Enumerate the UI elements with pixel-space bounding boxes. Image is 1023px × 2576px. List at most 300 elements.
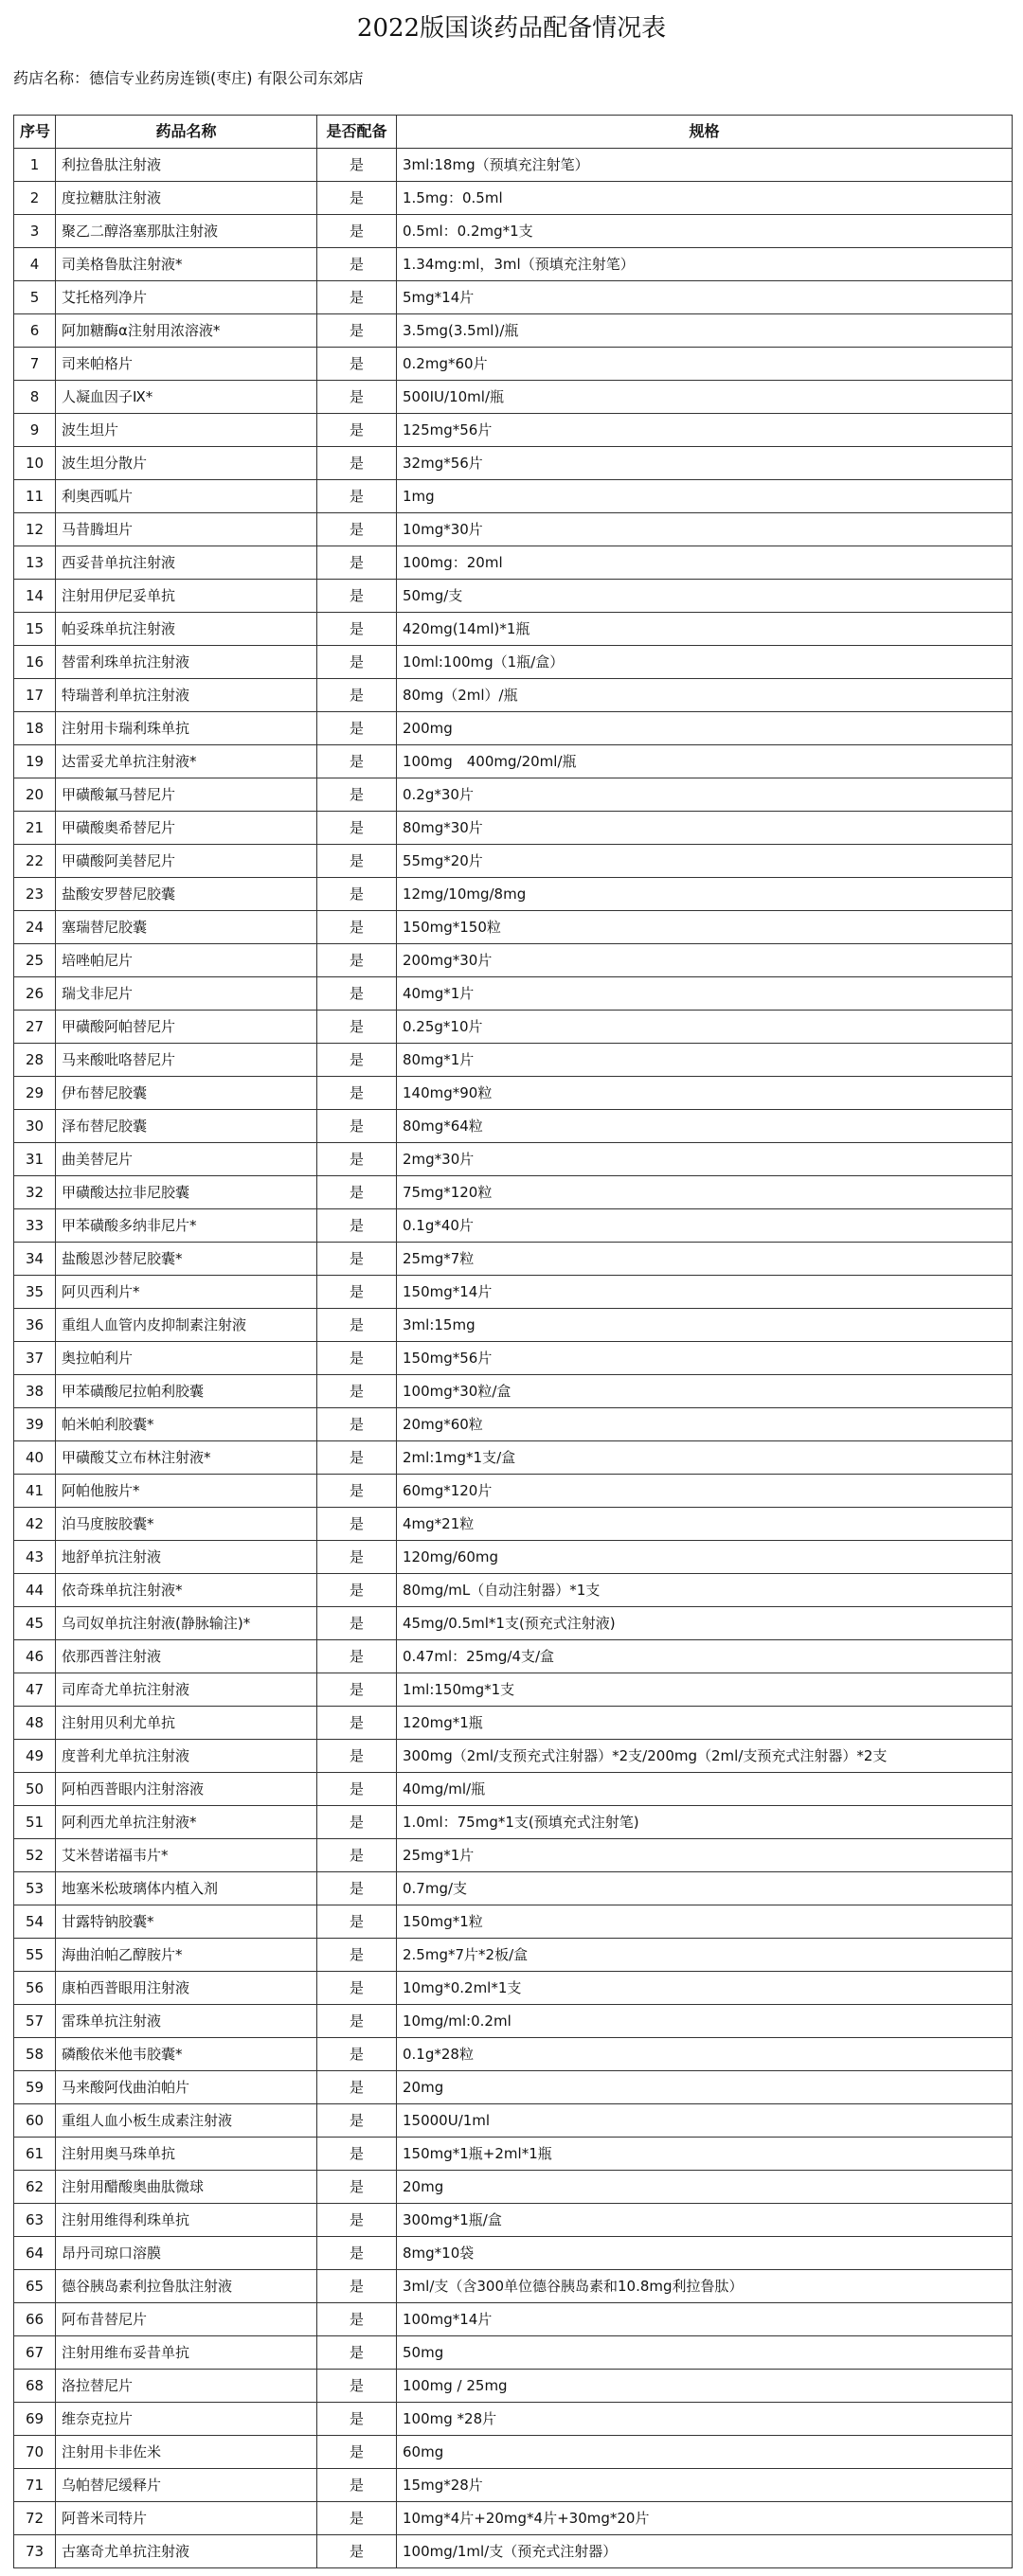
table-row (14, 2171, 1013, 2204)
drug-name: 海曲泊帕乙醇胺片* (56, 1939, 317, 1972)
equipped-flag: 是 (317, 2502, 397, 2535)
drug-name: 聚乙二醇洛塞那肽注射液 (56, 215, 317, 248)
drug-spec: 150mg*56片 (397, 1342, 1013, 1375)
equipped-flag: 是 (317, 281, 397, 314)
equipped-flag: 是 (317, 1773, 397, 1806)
drug-name: 洛拉替尼片 (56, 2370, 317, 2403)
equipped-flag: 是 (317, 1209, 397, 1243)
drug-spec: 80mg*1片 (397, 1044, 1013, 1077)
drug-name: 甲苯磺酸多纳非尼片* (56, 1209, 317, 1243)
drug-spec: 80mg*30片 (397, 812, 1013, 845)
row-number: 38 (14, 1375, 56, 1408)
table-row (14, 1972, 1013, 2005)
row-number: 31 (14, 1143, 56, 1176)
drug-spec: 15mg*28片 (397, 2469, 1013, 2502)
row-number: 17 (14, 679, 56, 712)
drug-spec: 80mg/mL（自动注射器）*1支 (397, 1574, 1013, 1607)
equipped-flag: 是 (317, 2403, 397, 2436)
table-row (14, 2270, 1013, 2303)
row-number: 72 (14, 2502, 56, 2535)
table-row (14, 646, 1013, 679)
equipped-flag: 是 (317, 513, 397, 546)
drug-name: 雷珠单抗注射液 (56, 2005, 317, 2038)
drug-name: 甲磺酸达拉非尼胶囊 (56, 1176, 317, 1209)
header-equipped: 是否配备 (317, 116, 397, 149)
drug-spec: 420mg(14ml)*1瓶 (397, 613, 1013, 646)
table-row (14, 1607, 1013, 1640)
table-row (14, 2336, 1013, 2370)
drug-name: 马来酸吡咯替尼片 (56, 1044, 317, 1077)
row-number: 44 (14, 1574, 56, 1607)
drug-name: 依奇珠单抗注射液* (56, 1574, 317, 1607)
table-row (14, 2370, 1013, 2403)
drug-name: 维奈克拉片 (56, 2403, 317, 2436)
drug-name: 甲磺酸阿美替尼片 (56, 845, 317, 878)
drug-name: 马来酸阿伐曲泊帕片 (56, 2071, 317, 2104)
drug-spec: 10mg*4片+20mg*4片+30mg*20片 (397, 2502, 1013, 2535)
drug-name: 度拉糖肽注射液 (56, 182, 317, 215)
equipped-flag: 是 (317, 1872, 397, 1905)
table-row (14, 1773, 1013, 1806)
row-number: 7 (14, 348, 56, 381)
drug-spec: 100mg：20ml (397, 546, 1013, 580)
table-row (14, 281, 1013, 314)
drug-spec: 150mg*1瓶+2ml*1瓶 (397, 2138, 1013, 2171)
store-label: 药店名称： (13, 69, 90, 87)
equipped-flag: 是 (317, 1740, 397, 1773)
row-number: 73 (14, 2535, 56, 2568)
drug-spec: 20mg*60粒 (397, 1408, 1013, 1441)
drug-spec: 150mg*150粒 (397, 911, 1013, 944)
drug-name: 度普利尤单抗注射液 (56, 1740, 317, 1773)
drug-name: 特瑞普利单抗注射液 (56, 679, 317, 712)
row-number: 11 (14, 480, 56, 513)
row-number: 8 (14, 381, 56, 414)
drug-name: 西妥昔单抗注射液 (56, 546, 317, 580)
drug-spec: 20mg (397, 2071, 1013, 2104)
row-number: 5 (14, 281, 56, 314)
equipped-flag: 是 (317, 1673, 397, 1707)
table-row (14, 1475, 1013, 1508)
equipped-flag: 是 (317, 314, 397, 348)
drug-spec: 40mg/ml/瓶 (397, 1773, 1013, 1806)
row-number: 35 (14, 1276, 56, 1309)
drug-spec: 0.2g*30片 (397, 778, 1013, 812)
equipped-flag: 是 (317, 381, 397, 414)
equipped-flag: 是 (317, 1939, 397, 1972)
row-number: 14 (14, 580, 56, 613)
row-number: 69 (14, 2403, 56, 2436)
row-number: 18 (14, 712, 56, 745)
table-row (14, 1110, 1013, 1143)
store-info (13, 64, 1008, 93)
equipped-flag: 是 (317, 1806, 397, 1839)
drug-spec: 0.7mg/支 (397, 1872, 1013, 1905)
row-number: 55 (14, 1939, 56, 1972)
drug-name: 达雷妥尤单抗注射液* (56, 745, 317, 778)
table-row (14, 1541, 1013, 1574)
row-number: 57 (14, 2005, 56, 2038)
table-row (14, 2005, 1013, 2038)
drug-name: 盐酸安罗替尼胶囊 (56, 878, 317, 911)
row-number: 51 (14, 1806, 56, 1839)
drug-name: 培唑帕尼片 (56, 944, 317, 977)
table-row (14, 149, 1013, 182)
drug-name: 奥拉帕利片 (56, 1342, 317, 1375)
table-row (14, 2469, 1013, 2502)
table-row (14, 1077, 1013, 1110)
equipped-flag: 是 (317, 2370, 397, 2403)
equipped-flag: 是 (317, 1243, 397, 1276)
row-number: 21 (14, 812, 56, 845)
drug-name: 乌帕替尼缓释片 (56, 2469, 317, 2502)
drug-spec: 0.25g*10片 (397, 1011, 1013, 1044)
drug-spec: 5mg*14片 (397, 281, 1013, 314)
drug-name: 替雷利珠单抗注射液 (56, 646, 317, 679)
equipped-flag: 是 (317, 447, 397, 480)
table-row (14, 1872, 1013, 1905)
row-number: 50 (14, 1773, 56, 1806)
row-number: 9 (14, 414, 56, 447)
equipped-flag: 是 (317, 2237, 397, 2270)
drug-spec: 15000U/1ml (397, 2104, 1013, 2138)
drug-name: 塞瑞替尼胶囊 (56, 911, 317, 944)
equipped-flag: 是 (317, 2071, 397, 2104)
equipped-flag: 是 (317, 977, 397, 1011)
table-row (14, 878, 1013, 911)
drug-spec: 40mg*1片 (397, 977, 1013, 1011)
table-row (14, 1939, 1013, 1972)
drug-name: 司库奇尤单抗注射液 (56, 1673, 317, 1707)
drug-name: 注射用卡瑞利珠单抗 (56, 712, 317, 745)
equipped-flag: 是 (317, 149, 397, 182)
drug-name: 甲磺酸氟马替尼片 (56, 778, 317, 812)
table-row (14, 182, 1013, 215)
drug-name: 波生坦分散片 (56, 447, 317, 480)
drug-name: 甲磺酸奥希替尼片 (56, 812, 317, 845)
row-number: 67 (14, 2336, 56, 2370)
table-row (14, 348, 1013, 381)
row-number: 66 (14, 2303, 56, 2336)
row-number: 56 (14, 1972, 56, 2005)
row-number: 37 (14, 1342, 56, 1375)
row-number: 19 (14, 745, 56, 778)
row-number: 12 (14, 513, 56, 546)
drug-spec: 100mg*30粒/盒 (397, 1375, 1013, 1408)
drug-name: 艾米替诺福韦片* (56, 1839, 317, 1872)
drug-spec: 150mg*14片 (397, 1276, 1013, 1309)
table-row (14, 977, 1013, 1011)
equipped-flag: 是 (317, 1707, 397, 1740)
row-number: 4 (14, 248, 56, 281)
equipped-flag: 是 (317, 1607, 397, 1640)
table-row (14, 1176, 1013, 1209)
drug-name: 地塞米松玻璃体内植入剂 (56, 1872, 317, 1905)
drug-name: 阿帕他胺片* (56, 1475, 317, 1508)
row-number: 49 (14, 1740, 56, 1773)
drug-name: 甲磺酸艾立布林注射液* (56, 1441, 317, 1475)
table-row (14, 513, 1013, 546)
row-number: 13 (14, 546, 56, 580)
row-number: 32 (14, 1176, 56, 1209)
drug-name: 司美格鲁肽注射液* (56, 248, 317, 281)
table-row (14, 778, 1013, 812)
row-number: 47 (14, 1673, 56, 1707)
table-row (14, 2104, 1013, 2138)
drug-name: 注射用卡非佐米 (56, 2436, 317, 2469)
row-number: 71 (14, 2469, 56, 2502)
drug-spec: 1mg (397, 480, 1013, 513)
equipped-flag: 是 (317, 2138, 397, 2171)
equipped-flag: 是 (317, 480, 397, 513)
drug-name: 甲磺酸阿帕替尼片 (56, 1011, 317, 1044)
row-number: 70 (14, 2436, 56, 2469)
table-row (14, 480, 1013, 513)
drug-name: 帕米帕利胶囊* (56, 1408, 317, 1441)
table-row (14, 580, 1013, 613)
row-number: 41 (14, 1475, 56, 1508)
row-number: 42 (14, 1508, 56, 1541)
drug-name: 利奥西呱片 (56, 480, 317, 513)
drug-spec: 125mg*56片 (397, 414, 1013, 447)
drug-name: 重组人血管内皮抑制素注射液 (56, 1309, 317, 1342)
drug-name: 泊马度胺胶囊* (56, 1508, 317, 1541)
drug-spec: 80mg（2ml）/瓶 (397, 679, 1013, 712)
drug-name: 瑞戈非尼片 (56, 977, 317, 1011)
row-number: 2 (14, 182, 56, 215)
table-row (14, 546, 1013, 580)
drug-name: 注射用维布妥昔单抗 (56, 2336, 317, 2370)
drug-spec: 60mg (397, 2436, 1013, 2469)
row-number: 26 (14, 977, 56, 1011)
table-row (14, 2138, 1013, 2171)
row-number: 20 (14, 778, 56, 812)
table-row (14, 1408, 1013, 1441)
store-name: 德信专业药房连锁(枣庄) 有限公司东郊店 (89, 69, 364, 87)
table-row (14, 1044, 1013, 1077)
drug-name: 利拉鲁肽注射液 (56, 149, 317, 182)
table-row (14, 1375, 1013, 1408)
drug-name: 伊布替尼胶囊 (56, 1077, 317, 1110)
drug-spec: 300mg（2ml/支预充式注射器）*2支/200mg（2ml/支预充式注射器）*2支 (397, 1740, 1013, 1773)
equipped-flag: 是 (317, 1541, 397, 1574)
table-row (14, 745, 1013, 778)
row-number: 52 (14, 1839, 56, 1872)
row-number: 25 (14, 944, 56, 977)
equipped-flag: 是 (317, 812, 397, 845)
equipped-flag: 是 (317, 1309, 397, 1342)
drug-spec: 1.5mg：0.5ml (397, 182, 1013, 215)
drug-spec: 100mg/1ml/支（预充式注射器） (397, 2535, 1013, 2568)
equipped-flag: 是 (317, 911, 397, 944)
row-number: 40 (14, 1441, 56, 1475)
equipped-flag: 是 (317, 1508, 397, 1541)
drug-spec: 32mg*56片 (397, 447, 1013, 480)
drug-spec: 20mg (397, 2171, 1013, 2204)
table-row (14, 1905, 1013, 1939)
drug-spec: 1.34mg:ml，3ml（预填充注射笔） (397, 248, 1013, 281)
row-number: 48 (14, 1707, 56, 1740)
drug-name: 阿利西尤单抗注射液* (56, 1806, 317, 1839)
equipped-flag: 是 (317, 613, 397, 646)
table-row (14, 1209, 1013, 1243)
drug-spec: 100mg 400mg/20ml/瓶 (397, 745, 1013, 778)
table-row (14, 2436, 1013, 2469)
drug-name: 德谷胰岛素利拉鲁肽注射液 (56, 2270, 317, 2303)
equipped-flag: 是 (317, 1176, 397, 1209)
row-number: 53 (14, 1872, 56, 1905)
header-spec: 规格 (397, 116, 1013, 149)
table-row (14, 1707, 1013, 1740)
row-number: 28 (14, 1044, 56, 1077)
equipped-flag: 是 (317, 1342, 397, 1375)
equipped-flag: 是 (317, 2171, 397, 2204)
equipped-flag: 是 (317, 1972, 397, 2005)
equipped-flag: 是 (317, 348, 397, 381)
drug-spec: 120mg*1瓶 (397, 1707, 1013, 1740)
table-row (14, 1309, 1013, 1342)
table-row (14, 2535, 1013, 2568)
drug-name: 甲苯磺酸尼拉帕利胶囊 (56, 1375, 317, 1408)
drug-name: 马昔腾坦片 (56, 513, 317, 546)
drug-spec: 200mg (397, 712, 1013, 745)
drug-spec: 60mg*120片 (397, 1475, 1013, 1508)
drug-spec: 4mg*21粒 (397, 1508, 1013, 1541)
drug-spec: 50mg/支 (397, 580, 1013, 613)
drug-name: 依那西普注射液 (56, 1640, 317, 1673)
drug-spec: 120mg/60mg (397, 1541, 1013, 1574)
table-row (14, 1441, 1013, 1475)
row-number: 29 (14, 1077, 56, 1110)
table-row (14, 911, 1013, 944)
row-number: 34 (14, 1243, 56, 1276)
row-number: 46 (14, 1640, 56, 1673)
table-row (14, 1640, 1013, 1673)
header-drug-name: 药品名称 (56, 116, 317, 149)
drug-table (13, 115, 1013, 2568)
equipped-flag: 是 (317, 1375, 397, 1408)
drug-spec: 55mg*20片 (397, 845, 1013, 878)
drug-spec: 25mg*7粒 (397, 1243, 1013, 1276)
row-number: 23 (14, 878, 56, 911)
table-row (14, 2502, 1013, 2535)
drug-spec: 10ml:100mg（1瓶/盒） (397, 646, 1013, 679)
table-row (14, 679, 1013, 712)
equipped-flag: 是 (317, 2535, 397, 2568)
drug-spec: 0.2mg*60片 (397, 348, 1013, 381)
drug-spec: 2ml:1mg*1支/盒 (397, 1441, 1013, 1475)
row-number: 59 (14, 2071, 56, 2104)
equipped-flag: 是 (317, 1044, 397, 1077)
drug-name: 昂丹司琼口溶膜 (56, 2237, 317, 2270)
drug-spec: 25mg*1片 (397, 1839, 1013, 1872)
equipped-flag: 是 (317, 2469, 397, 2502)
drug-spec: 1.0ml：75mg*1支(预填充式注射笔) (397, 1806, 1013, 1839)
drug-name: 注射用贝利尤单抗 (56, 1707, 317, 1740)
drug-name: 帕妥珠单抗注射液 (56, 613, 317, 646)
row-number: 33 (14, 1209, 56, 1243)
drug-name: 阿柏西普眼内注射溶液 (56, 1773, 317, 1806)
drug-name: 司来帕格片 (56, 348, 317, 381)
drug-spec: 0.1g*28粒 (397, 2038, 1013, 2071)
table-row (14, 1673, 1013, 1707)
equipped-flag: 是 (317, 580, 397, 613)
equipped-flag: 是 (317, 2336, 397, 2370)
drug-name: 人凝血因子Ⅸ* (56, 381, 317, 414)
table-row (14, 2071, 1013, 2104)
equipped-flag: 是 (317, 878, 397, 911)
drug-spec: 12mg/10mg/8mg (397, 878, 1013, 911)
table-row (14, 2237, 1013, 2270)
drug-name: 艾托格列净片 (56, 281, 317, 314)
row-number: 27 (14, 1011, 56, 1044)
equipped-flag: 是 (317, 845, 397, 878)
equipped-flag: 是 (317, 2038, 397, 2071)
drug-spec: 100mg / 25mg (397, 2370, 1013, 2403)
drug-spec: 300mg*1瓶/盒 (397, 2204, 1013, 2237)
drug-spec: 100mg*14片 (397, 2303, 1013, 2336)
drug-spec: 45mg/0.5ml*1支(预充式注射液) (397, 1607, 1013, 1640)
equipped-flag: 是 (317, 215, 397, 248)
equipped-flag: 是 (317, 1143, 397, 1176)
table-row (14, 1574, 1013, 1607)
row-number: 16 (14, 646, 56, 679)
row-number: 60 (14, 2104, 56, 2138)
equipped-flag: 是 (317, 944, 397, 977)
drug-spec: 0.5ml：0.2mg*1支 (397, 215, 1013, 248)
drug-spec: 150mg*1粒 (397, 1905, 1013, 1939)
table-row (14, 1839, 1013, 1872)
equipped-flag: 是 (317, 1276, 397, 1309)
drug-spec: 10mg*0.2ml*1支 (397, 1972, 1013, 2005)
drug-spec: 80mg*64粒 (397, 1110, 1013, 1143)
drug-spec: 50mg (397, 2336, 1013, 2370)
equipped-flag: 是 (317, 2436, 397, 2469)
table-row (14, 215, 1013, 248)
drug-spec: 8mg*10袋 (397, 2237, 1013, 2270)
row-number: 61 (14, 2138, 56, 2171)
drug-spec: 500IU/10ml/瓶 (397, 381, 1013, 414)
row-number: 10 (14, 447, 56, 480)
table-row (14, 944, 1013, 977)
table-row (14, 712, 1013, 745)
equipped-flag: 是 (317, 1441, 397, 1475)
drug-name: 曲美替尼片 (56, 1143, 317, 1176)
drug-spec: 10mg*30片 (397, 513, 1013, 546)
drug-spec: 3ml/支（含300单位德谷胰岛素和10.8mg利拉鲁肽） (397, 2270, 1013, 2303)
row-number: 24 (14, 911, 56, 944)
drug-spec: 3ml:18mg（预填充注射笔） (397, 149, 1013, 182)
table-row (14, 1740, 1013, 1773)
row-number: 58 (14, 2038, 56, 2071)
row-number: 65 (14, 2270, 56, 2303)
table-row (14, 1342, 1013, 1375)
table-row (14, 2303, 1013, 2336)
drug-name: 甘露特钠胶囊* (56, 1905, 317, 1939)
drug-spec: 1ml:150mg*1支 (397, 1673, 1013, 1707)
equipped-flag: 是 (317, 679, 397, 712)
drug-name: 注射用醋酸奥曲肽微球 (56, 2171, 317, 2204)
drug-spec: 10mg/ml:0.2ml (397, 2005, 1013, 2038)
drug-name: 注射用伊尼妥单抗 (56, 580, 317, 613)
row-number: 64 (14, 2237, 56, 2270)
drug-spec: 2mg*30片 (397, 1143, 1013, 1176)
row-number: 30 (14, 1110, 56, 1143)
row-number: 39 (14, 1408, 56, 1441)
table-row (14, 1243, 1013, 1276)
row-number: 45 (14, 1607, 56, 1640)
drug-spec: 3.5mg(3.5ml)/瓶 (397, 314, 1013, 348)
